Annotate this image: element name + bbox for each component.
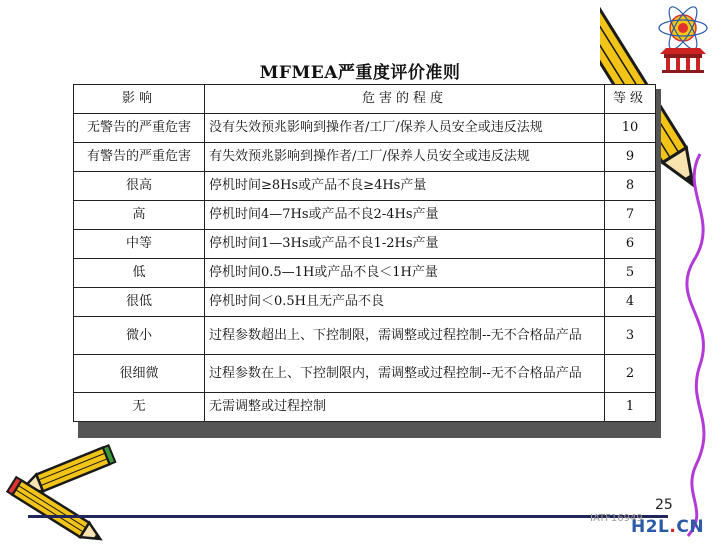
cell-effect: 中等 <box>74 230 205 259</box>
cell-effect: 无警告的严重危害 <box>74 114 205 143</box>
cell-description: 没有失效预兆影响到操作者/工厂/保养人员安全或违反法规 <box>205 114 605 143</box>
cell-grade: 1 <box>605 393 656 422</box>
cell-effect: 低 <box>74 259 205 288</box>
table-row <box>74 393 656 422</box>
site-watermark-main: H2L <box>631 517 670 537</box>
header-grade: 等级 <box>605 85 656 114</box>
table-row <box>74 230 656 259</box>
table-row <box>74 259 656 288</box>
cell-description: 停机时间1—3Hs或产品不良1-2Hs产量 <box>205 230 605 259</box>
page-title: MFMEA严重度评价准则 <box>259 63 461 83</box>
cell-description: 有失效预兆影响到操作者/工厂/保养人员安全或违反法规 <box>205 143 605 172</box>
site-watermark <box>631 517 704 537</box>
cell-effect: 有警告的严重危害 <box>74 143 205 172</box>
page-number: 25 <box>655 497 673 513</box>
cell-effect: 很细微 <box>74 355 205 393</box>
table-row <box>74 288 656 317</box>
cell-effect: 很低 <box>74 288 205 317</box>
severity-criteria-table <box>73 84 656 422</box>
cell-grade: 9 <box>605 143 656 172</box>
site-watermark-dot: . <box>669 517 677 537</box>
table-row <box>74 355 656 393</box>
header-effect: 影响 <box>74 85 205 114</box>
cell-grade: 10 <box>605 114 656 143</box>
table-row <box>74 201 656 230</box>
cell-grade: 3 <box>605 317 656 355</box>
table-row <box>74 172 656 201</box>
cell-effect: 高 <box>74 201 205 230</box>
footer-divider <box>28 515 668 518</box>
table-header-row <box>74 85 656 114</box>
table-row <box>74 114 656 143</box>
cell-grade: 8 <box>605 172 656 201</box>
squiggle-decoration <box>660 150 720 540</box>
cell-effect: 很高 <box>74 172 205 201</box>
cell-grade: 4 <box>605 288 656 317</box>
wechat-watermark: IATF16949 <box>590 513 643 524</box>
cell-description: 停机时间0.5—1H或产品不良＜1H产量 <box>205 259 605 288</box>
cell-grade: 5 <box>605 259 656 288</box>
cell-description: 过程参数在上、下控制限内，需调整或过程控制--无不合格品产品 <box>205 355 605 393</box>
cell-grade: 2 <box>605 355 656 393</box>
cell-grade: 6 <box>605 230 656 259</box>
cell-grade: 7 <box>605 201 656 230</box>
cell-description: 无需调整或过程控制 <box>205 393 605 422</box>
cell-effect: 微小 <box>74 317 205 355</box>
pencil-icon <box>0 440 120 545</box>
table-row <box>74 143 656 172</box>
cell-description: 停机时间＜0.5H且无产品不良 <box>205 288 605 317</box>
cell-effect: 无 <box>74 393 205 422</box>
site-watermark-tld: CN <box>676 517 705 537</box>
header-description: 危害的程度 <box>205 85 605 114</box>
cell-description: 过程参数超出上、下控制限，需调整或过程控制--无不合格品产品 <box>205 317 605 355</box>
cell-description: 停机时间≥8Hs或产品不良≥4Hs产量 <box>205 172 605 201</box>
table-row <box>74 317 656 355</box>
cell-description: 停机时间4—7Hs或产品不良2-4Hs产量 <box>205 201 605 230</box>
